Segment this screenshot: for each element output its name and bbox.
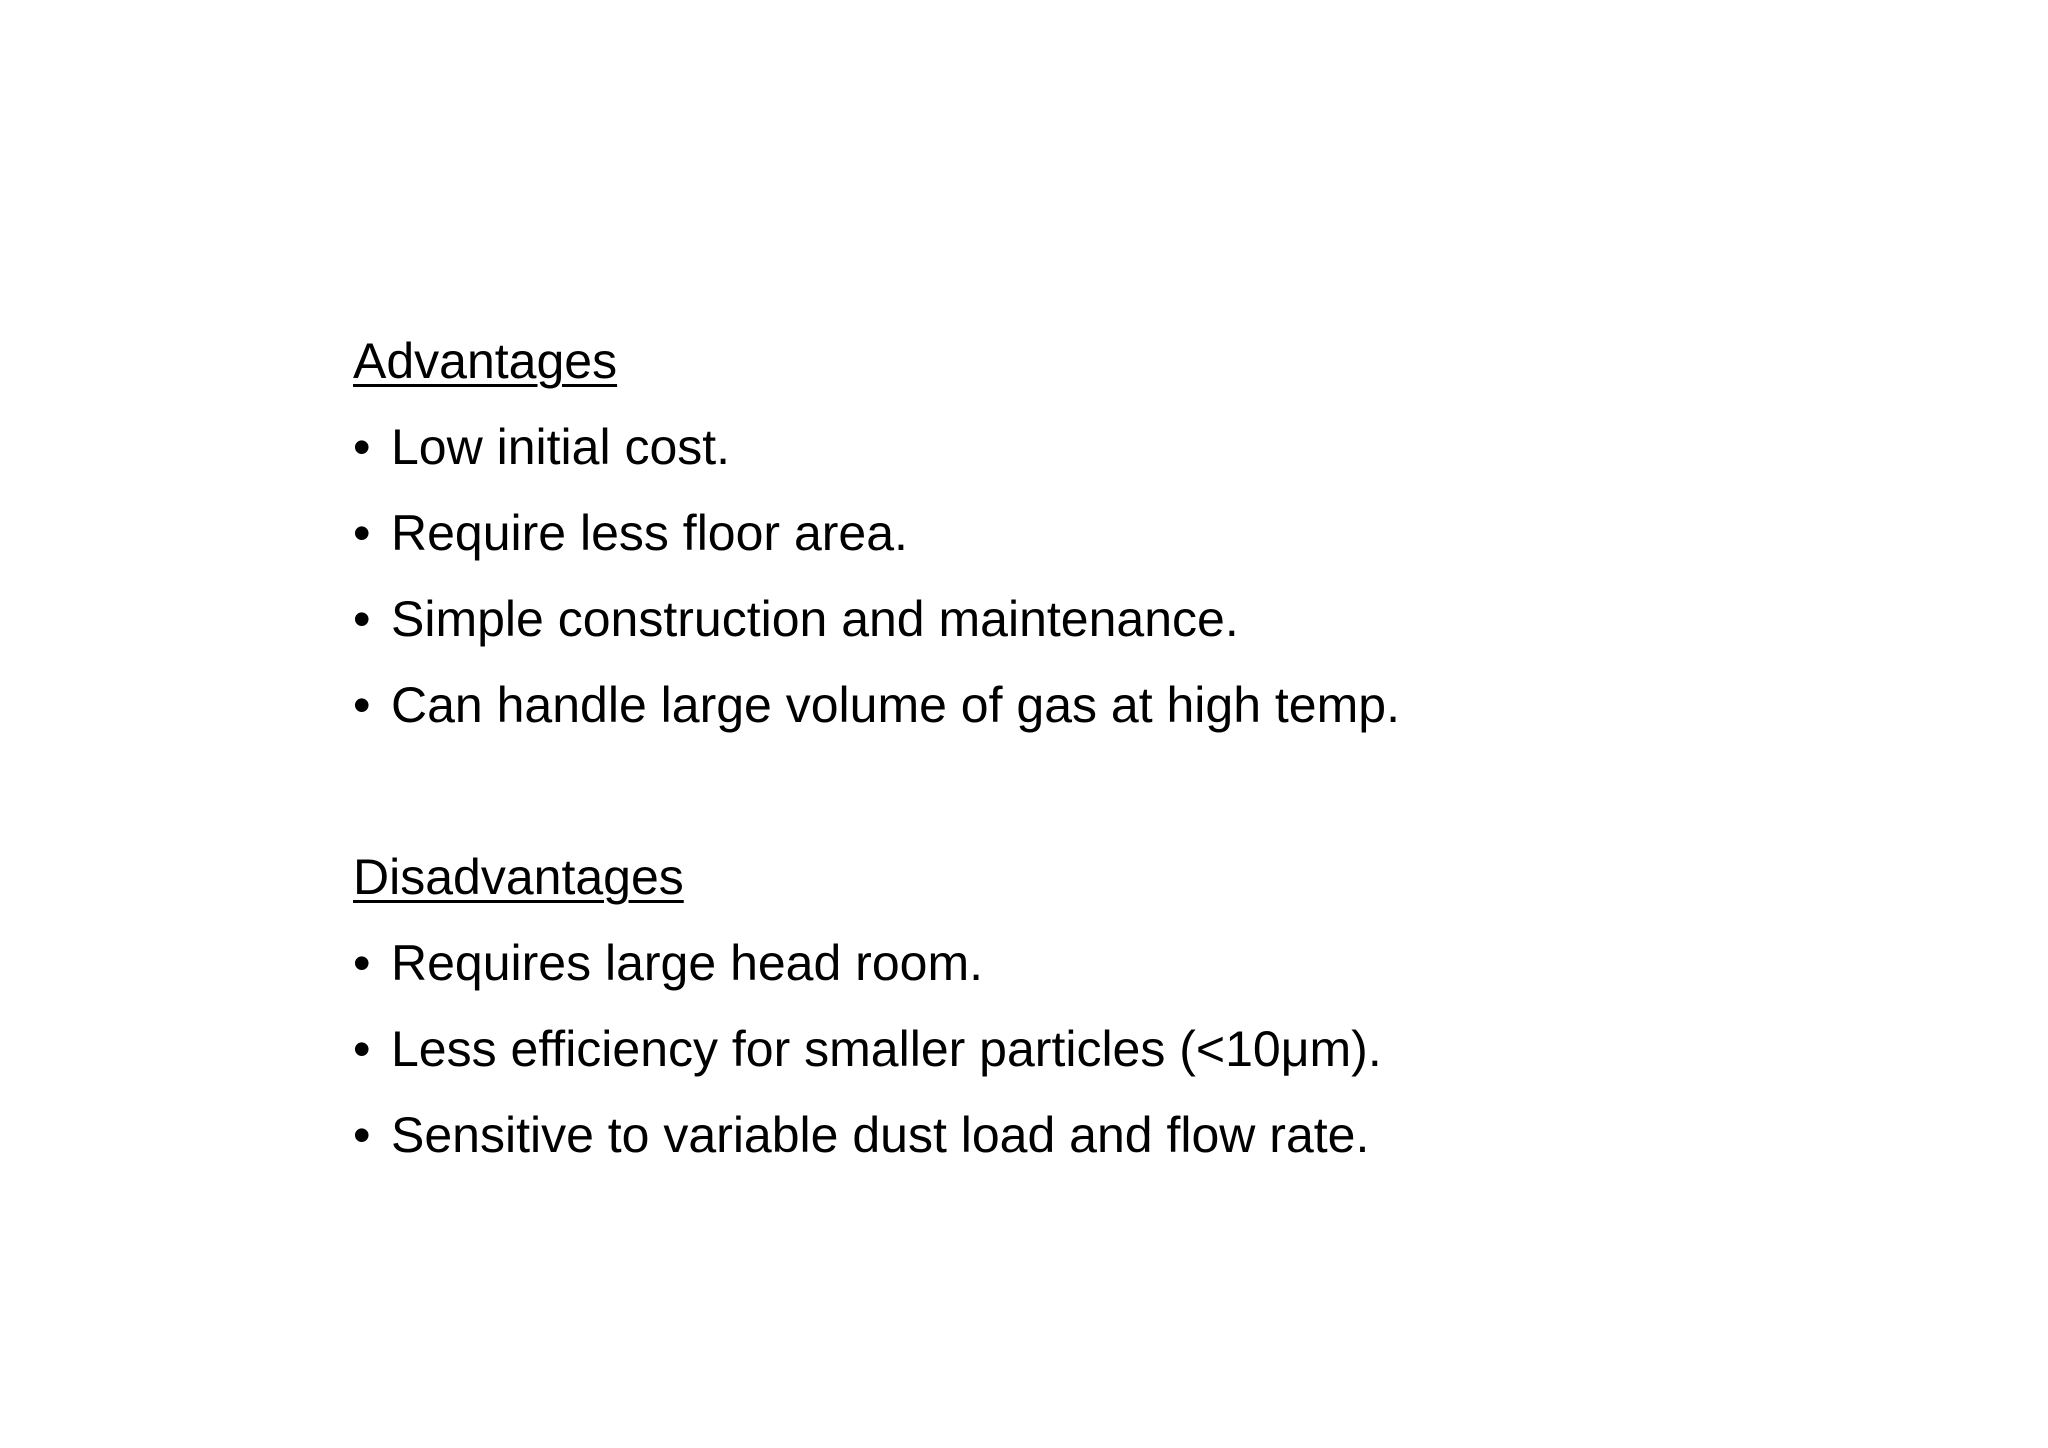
- bullet-icon: •: [353, 591, 371, 647]
- bullet-icon: •: [353, 935, 371, 991]
- section-spacer: [353, 748, 1853, 834]
- advantages-item-text: Low initial cost.: [391, 419, 731, 475]
- advantages-list: [353, 404, 1853, 748]
- bullet-icon: •: [353, 505, 371, 561]
- bullet-icon: •: [353, 419, 371, 475]
- disadvantages-item-text: Requires large head room.: [391, 935, 983, 991]
- disadvantages-item-text: Less efficiency for smaller particles (<10μm).: [391, 1021, 1382, 1077]
- disadvantages-list: [353, 920, 1853, 1178]
- disadvantages-item: [353, 1006, 1853, 1092]
- advantages-item: [353, 404, 1853, 490]
- advantages-item-text: Require less floor area.: [391, 505, 908, 561]
- disadvantages-heading: Disadvantages: [353, 849, 684, 905]
- disadvantages-item-text: Sensitive to variable dust load and flow rate.: [391, 1107, 1370, 1163]
- bullet-icon: •: [353, 1107, 371, 1163]
- advantages-item: [353, 490, 1853, 576]
- bullet-icon: •: [353, 677, 371, 733]
- advantages-item-text: Simple construction and maintenance.: [391, 591, 1239, 647]
- advantages-heading: Advantages: [353, 333, 618, 389]
- advantages-item: [353, 662, 1853, 748]
- disadvantages-item: [353, 1092, 1853, 1178]
- bullet-icon: •: [353, 1021, 371, 1077]
- advantages-item-text: Can handle large volume of gas at high temp.: [391, 677, 1400, 733]
- advantages-item: [353, 576, 1853, 662]
- disadvantages-item: [353, 920, 1853, 1006]
- slide-content: [353, 318, 1853, 1178]
